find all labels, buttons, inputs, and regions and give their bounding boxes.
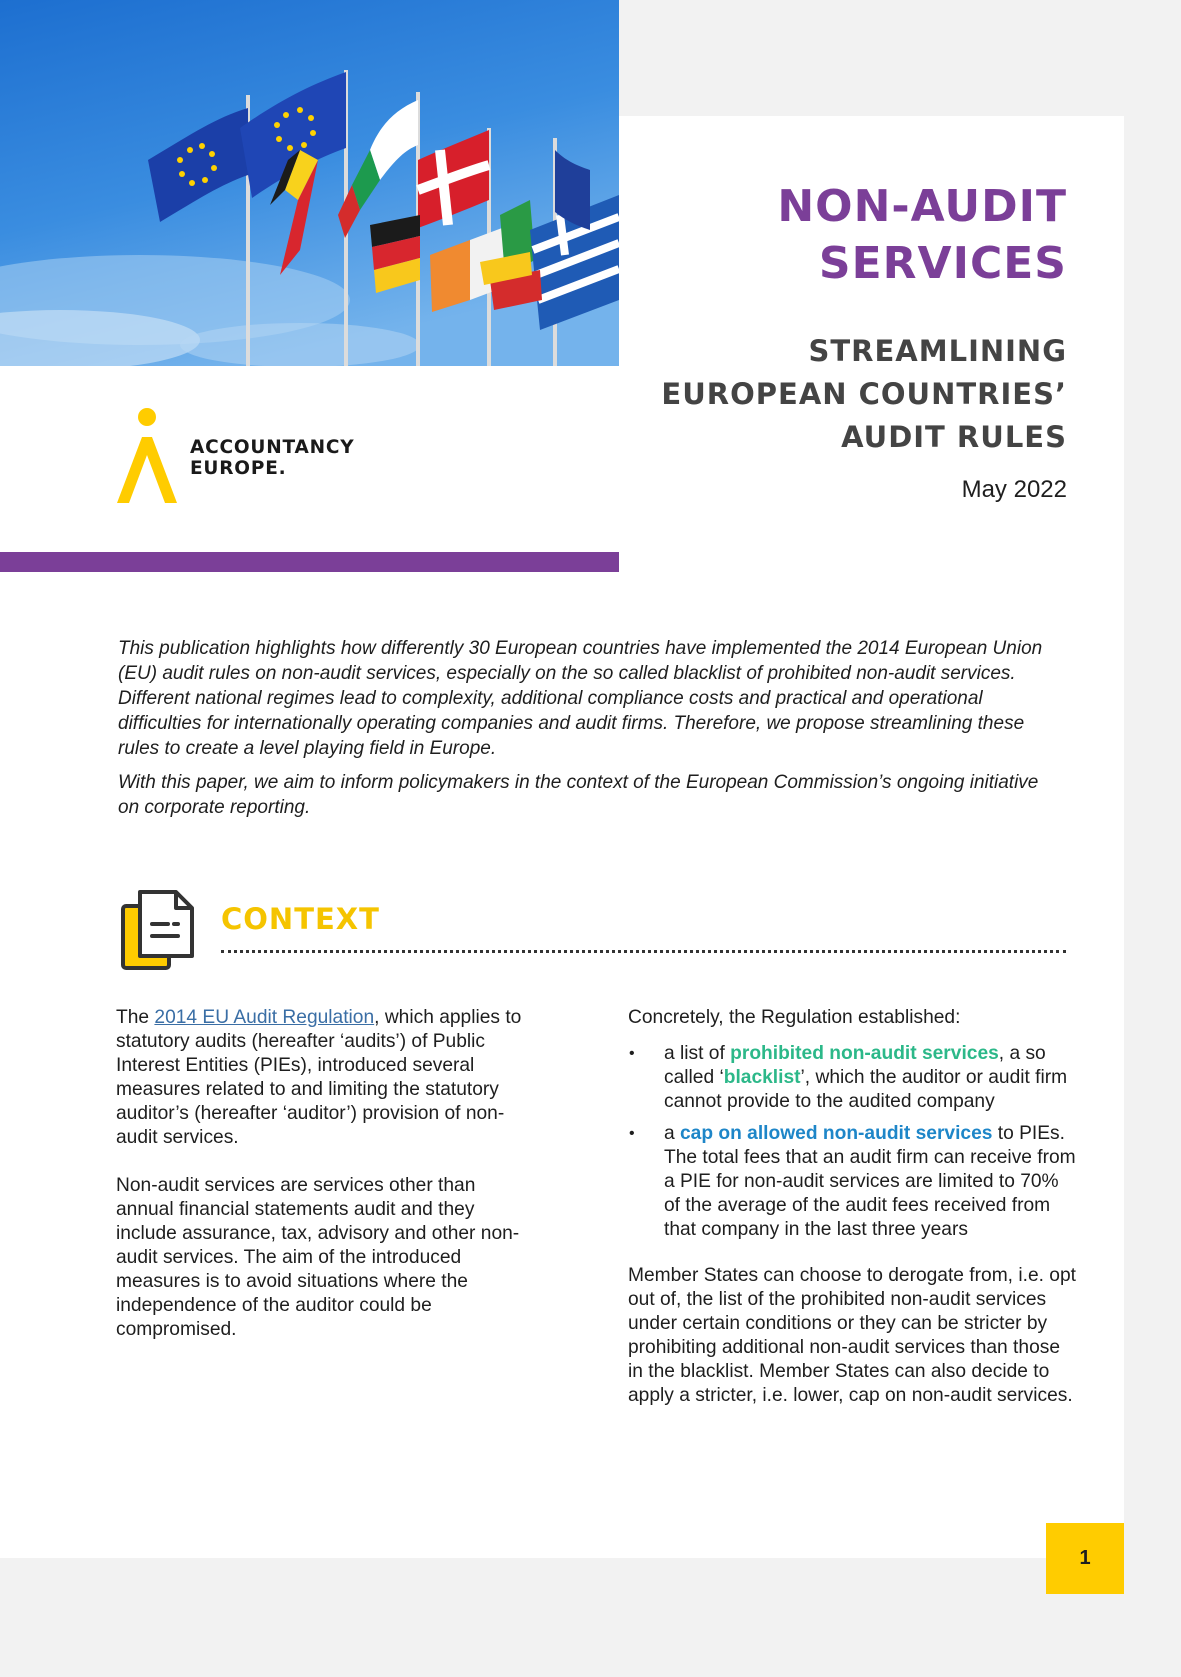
title-line-1: NON-AUDIT bbox=[777, 181, 1067, 232]
heading-dotted-divider bbox=[221, 950, 1066, 953]
page-number: 1 bbox=[1046, 1523, 1124, 1594]
document-icon bbox=[120, 888, 198, 972]
page-corner-background bbox=[619, 0, 1124, 116]
document-subtitle bbox=[661, 330, 1067, 459]
intro-paragraph-2: With this paper, we aim to inform policymakers in the context of the European Commission’s ongoing initiative on corporate reporting. bbox=[118, 772, 1039, 818]
title-line-2: SERVICES bbox=[818, 238, 1067, 289]
purple-accent-bar bbox=[0, 552, 619, 572]
subtitle-line-1: STREAMLINING bbox=[808, 334, 1067, 368]
b1-highlight-blacklist: blacklist bbox=[723, 1067, 801, 1088]
b2-highlight: cap on allowed non-audit services bbox=[680, 1123, 993, 1144]
subtitle-line-3: AUDIT RULES bbox=[841, 420, 1067, 454]
regulation-intro: Concretely, the Regulation established: bbox=[628, 1007, 961, 1028]
p1-rest: , which applies to statutory audits (hereafter ‘audits’) of Public Interest Entities (PIEs), introduced several measures related to and limiting the statutory auditor’s (hereafter ‘auditor’) provision of non-audit services. bbox=[116, 1007, 522, 1148]
b1-highlight: prohibited non-audit services bbox=[730, 1043, 999, 1064]
eu-audit-regulation-link[interactable]: 2014 EU Audit Regulation bbox=[154, 1007, 375, 1028]
b2-pre: a bbox=[664, 1123, 681, 1144]
b2-post: to PIEs. The total fees that an audit firm can receive from a PIE for non-audit services are limited to 70% of the average of the audit fees received from that company in the last three years bbox=[664, 1123, 1076, 1240]
hero-photo-eu-flags bbox=[0, 0, 619, 366]
regulation-list bbox=[628, 1042, 1078, 1242]
b1-pre: a list of bbox=[664, 1043, 731, 1064]
list-item bbox=[628, 1122, 1078, 1242]
p1-prefix: The bbox=[116, 1007, 155, 1028]
context-paragraph-1 bbox=[116, 1006, 536, 1150]
document-title bbox=[777, 178, 1067, 292]
logo-text-line2: EUROPE. bbox=[190, 458, 287, 479]
b1-mid: , a so called ‘ bbox=[664, 1043, 1046, 1088]
subtitle-line-2: EUROPEAN COUNTRIES’ bbox=[661, 377, 1067, 411]
context-paragraph-2: Non-audit services are services other than annual financial statements audit and they include assurance, tax, advisory and other non-audit services. The aim of the introduced measures is to avoid situations where the independence of the auditor could be compromised. bbox=[116, 1175, 520, 1340]
b1-post: ’, which the auditor or audit firm cannot provide to the audited company bbox=[664, 1067, 1068, 1112]
context-right-column bbox=[628, 1006, 1078, 1408]
context-heading: CONTEXT bbox=[221, 902, 380, 936]
intro-summary bbox=[118, 636, 1058, 829]
list-item bbox=[628, 1042, 1078, 1114]
publication-date: May 2022 bbox=[961, 476, 1067, 503]
accountancy-europe-logo bbox=[115, 407, 375, 517]
context-left-column bbox=[116, 1006, 536, 1366]
intro-paragraph-1: This publication highlights how differently 30 European countries have implemented the 2014 European Union (EU) audit rules on non-audit services, especially on the so called blacklist of prohibited non-audit services. Different national regimes lead to complexity, additional compliance costs and practical and operational difficulties for internationally operating companies and audit firms. Therefore, we propose streamlining these rules to create a level playing field in Europe. bbox=[118, 638, 1043, 759]
logo-figure-icon bbox=[115, 407, 185, 507]
bullet-point: • bbox=[629, 1125, 635, 1142]
logo-text-line1: ACCOUNTANCY bbox=[190, 437, 355, 458]
member-states-paragraph: Member States can choose to derogate from, i.e. opt out of, the list of the prohibited non-audit services under certain conditions or they can be stricter by prohibiting additional non-audit services than those in the blacklist. Member States can also decide to apply a stricter, i.e. lower, cap on non-audit services. bbox=[628, 1265, 1076, 1406]
bullet-point: • bbox=[629, 1045, 635, 1062]
